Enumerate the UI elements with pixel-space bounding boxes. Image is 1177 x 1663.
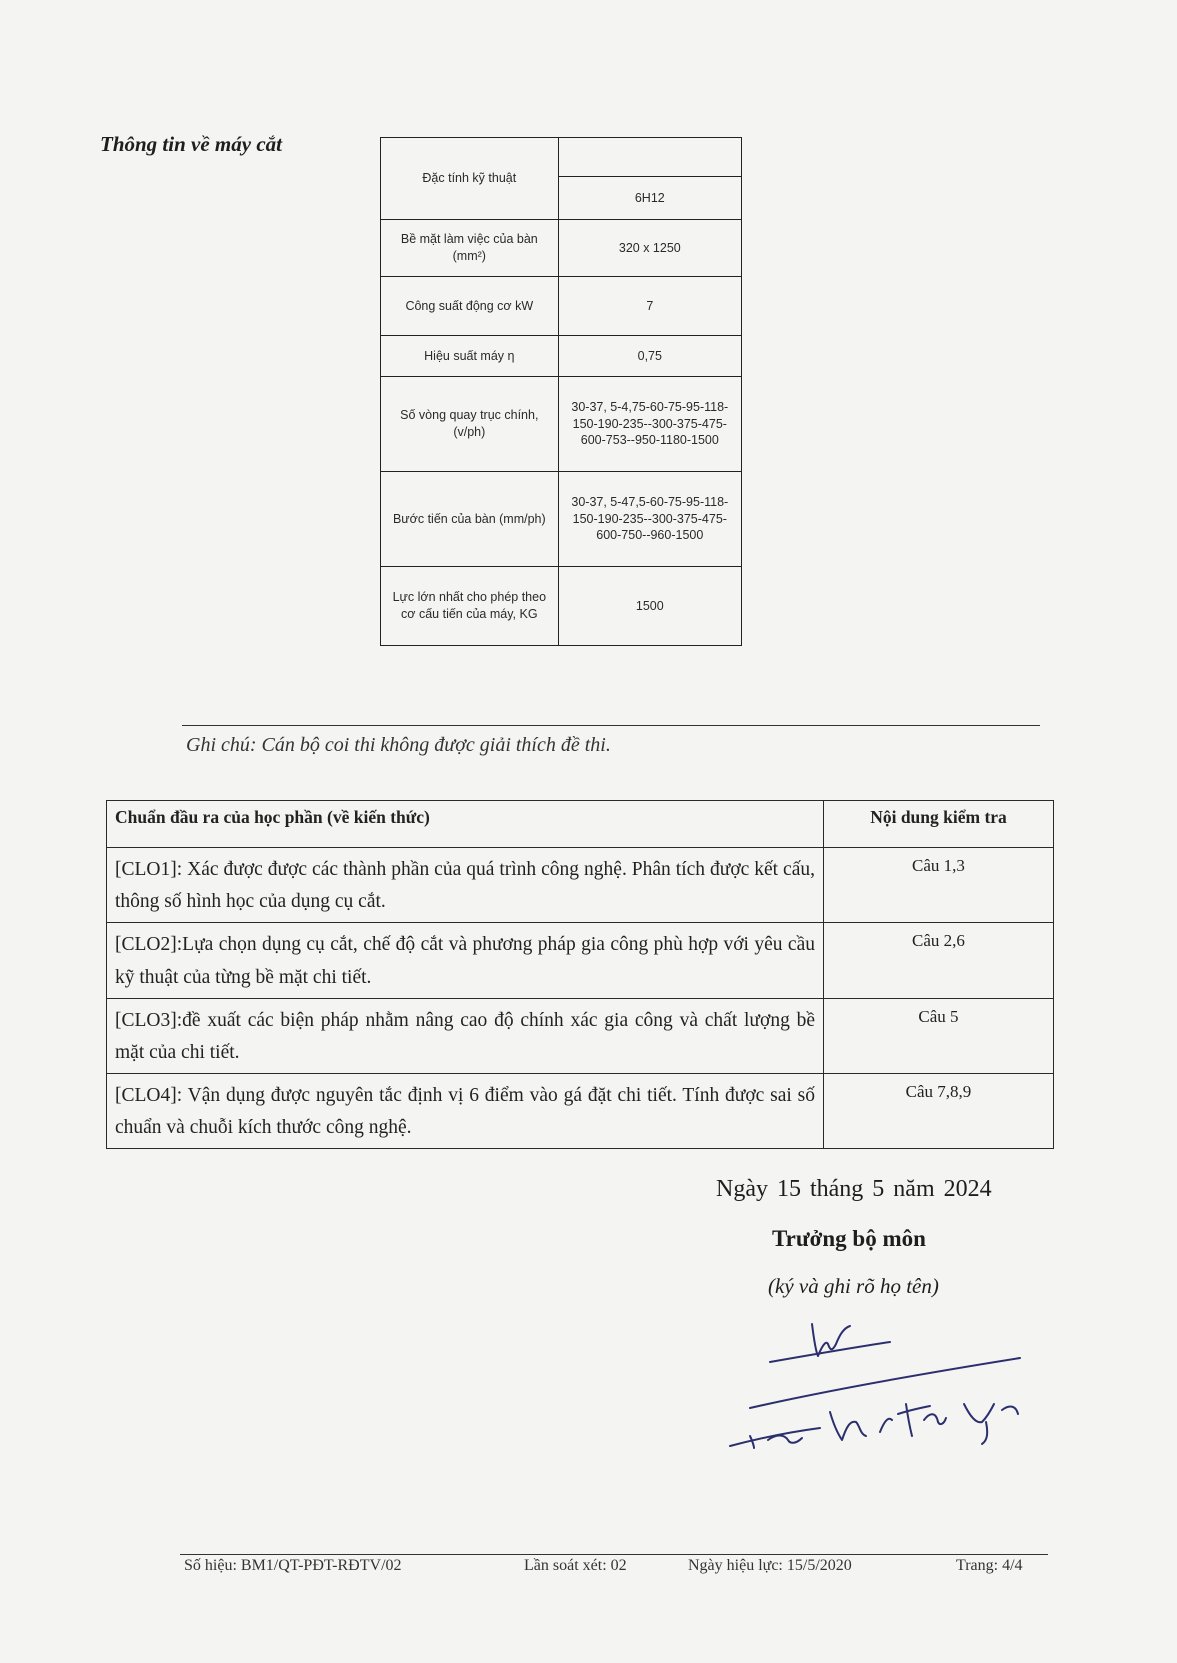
spec-header-empty-cell bbox=[558, 138, 741, 177]
spec-value: 320 x 1250 bbox=[558, 220, 741, 277]
footer-divider bbox=[180, 1554, 1048, 1555]
clo-outcome: [CLO4]: Vận dụng được nguyên tắc định vị 6 điểm vào gá đặt chi tiết. Tính được sai số chuẩn và chuỗi kích thước công nghệ. bbox=[107, 1074, 824, 1149]
exam-note: Ghi chú: Cán bộ coi thi không được giải thích đề thi. bbox=[186, 734, 611, 756]
spec-header-row bbox=[381, 138, 742, 177]
clo-outcome: [CLO1]: Xác được được các thành phần của quá trình công nghệ. Phân tích được kết cấu, thông số hình học của dụng cụ cắt. bbox=[107, 848, 824, 923]
clo-row bbox=[107, 998, 1054, 1073]
revision-number: Lần soát xét: 02 bbox=[524, 1557, 627, 1574]
spec-row bbox=[381, 567, 742, 646]
clo-check: Câu 7,8,9 bbox=[824, 1074, 1054, 1149]
spec-header-label: Đặc tính kỹ thuật bbox=[381, 138, 559, 220]
page-footer bbox=[184, 1557, 1046, 1583]
handwritten-signature bbox=[720, 1300, 1050, 1450]
spec-label: Công suất động cơ kW bbox=[381, 277, 559, 336]
spec-value: 30-37, 5-47,5-60-75-95-118-150-190-235--300-375-475-600-750--960-1500 bbox=[558, 472, 741, 567]
spec-value: 7 bbox=[558, 277, 741, 336]
learning-outcomes-table bbox=[106, 800, 1054, 1149]
signature-hint: (ký và ghi rõ họ tên) bbox=[768, 1274, 939, 1298]
clo-outcome: [CLO2]:Lựa chọn dụng cụ cắt, chế độ cắt và phương pháp gia công phù hợp với yêu cầu kỹ thuật của từng bề mặt chi tiết. bbox=[107, 923, 824, 998]
clo-check: Câu 5 bbox=[824, 998, 1054, 1073]
spec-label: Bề mặt làm việc của bàn (mm²) bbox=[381, 220, 559, 277]
machine-spec-table bbox=[380, 137, 742, 646]
page-number: Trang: 4/4 bbox=[956, 1557, 1023, 1574]
spec-value: 30-37, 5-4,75-60-75-95-118-150-190-235--300-375-475-600-753--950-1180-1500 bbox=[558, 377, 741, 472]
note-divider bbox=[182, 725, 1040, 726]
form-code: Số hiệu: BM1/QT-PĐT-RĐTV/02 bbox=[184, 1557, 402, 1574]
spec-row bbox=[381, 336, 742, 377]
spec-label: Hiệu suất máy η bbox=[381, 336, 559, 377]
spec-value: 0,75 bbox=[558, 336, 741, 377]
spec-row bbox=[381, 472, 742, 567]
clo-row bbox=[107, 848, 1054, 923]
signing-date: Ngày 15 tháng 5 năm 2024 bbox=[716, 1176, 992, 1202]
clo-check: Câu 1,3 bbox=[824, 848, 1054, 923]
clo-check: Câu 2,6 bbox=[824, 923, 1054, 998]
clo-outcome: [CLO3]:đề xuất các biện pháp nhằm nâng cao độ chính xác gia công và chất lượng bề mặt của chi tiết. bbox=[107, 998, 824, 1073]
effective-date: Ngày hiệu lực: 15/5/2020 bbox=[688, 1557, 852, 1574]
spec-row bbox=[381, 277, 742, 336]
spec-row bbox=[381, 377, 742, 472]
clo-header-check: Nội dung kiểm tra bbox=[824, 801, 1054, 848]
spec-label: Số vòng quay trục chính, (v/ph) bbox=[381, 377, 559, 472]
clo-header-row bbox=[107, 801, 1054, 848]
machine-info-heading: Thông tin về máy cắt bbox=[100, 132, 282, 156]
signer-role: Trưởng bộ môn bbox=[772, 1226, 926, 1251]
spec-label: Bước tiến của bàn (mm/ph) bbox=[381, 472, 559, 567]
clo-header-outcome: Chuẩn đầu ra của học phần (về kiến thức) bbox=[107, 801, 824, 848]
spec-value: 1500 bbox=[558, 567, 741, 646]
clo-row bbox=[107, 1074, 1054, 1149]
clo-row bbox=[107, 923, 1054, 998]
spec-row bbox=[381, 220, 742, 277]
spec-model-cell: 6H12 bbox=[558, 177, 741, 220]
spec-label: Lực lớn nhất cho phép theo cơ cấu tiến của máy, KG bbox=[381, 567, 559, 646]
